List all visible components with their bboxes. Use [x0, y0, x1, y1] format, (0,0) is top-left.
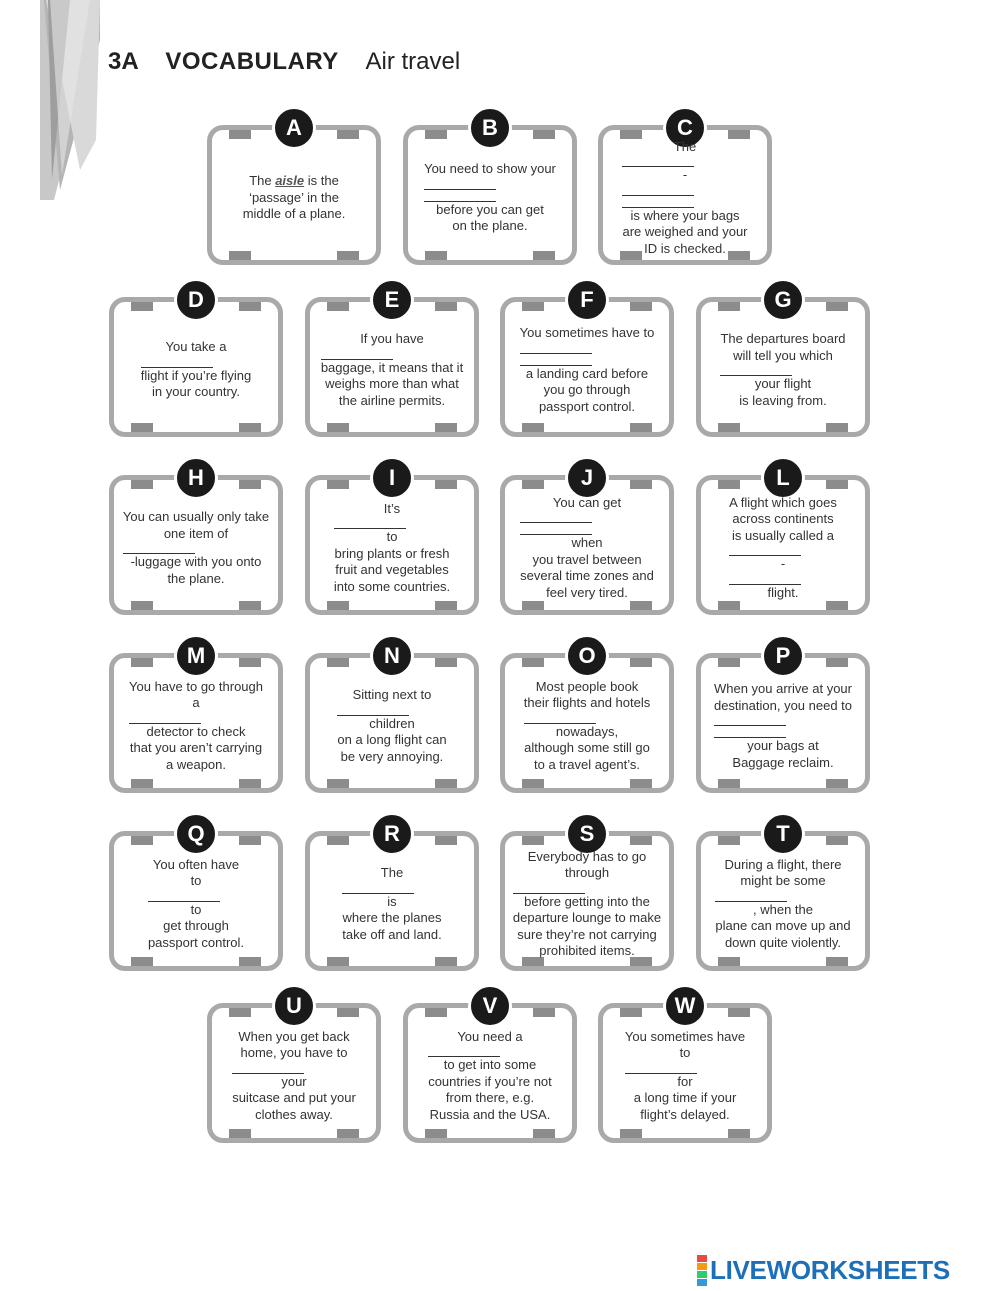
card-letter: B: [468, 106, 512, 150]
answer-blank[interactable]: [715, 890, 787, 902]
card-letter: P: [761, 634, 805, 678]
card-text: When you get back home, you have to your suitcase and put your clothes away.: [232, 1028, 356, 1122]
card-letter: I: [370, 456, 414, 500]
card-l: [696, 465, 870, 615]
answer-blank[interactable]: [729, 544, 801, 556]
card-b: [403, 115, 577, 265]
card-text: Sitting next to children on a long flight can be very annoying.: [337, 687, 447, 764]
card-text: You can get when you travel between several time zones and feel very tired.: [520, 494, 654, 600]
card-text: You need to show your before you can get on the plane.: [424, 161, 556, 234]
answer-blank[interactable]: [513, 882, 585, 894]
card-s: [500, 821, 674, 971]
answer-blank[interactable]: [337, 704, 409, 716]
corner-decoration: [40, 0, 100, 200]
answer-blank[interactable]: [321, 348, 393, 360]
card-text: You sometimes have to for a long time if your flight’s delayed.: [624, 1028, 746, 1122]
card-text: The aisle is the ‘passage’ in the middle of a plane.: [242, 173, 346, 222]
card-text: If you have baggage, it means that it weighs more than what the airline permits.: [320, 331, 464, 408]
card-text: You sometimes have to a landing card before you go through passport control.: [519, 325, 655, 414]
card-letter: O: [565, 634, 609, 678]
card-text: A flight which goes across continents is usually called a - flight.: [729, 494, 837, 600]
card-n: [305, 643, 479, 793]
card-u: [207, 993, 381, 1143]
card-text: Everybody has to go through before getting into the departure lounge to make sure they’re not carrying prohibited items.: [512, 848, 662, 958]
answer-blank[interactable]: [520, 511, 592, 523]
card-text: Most people book their flights and hotels nowadays, although some still go to a travel agent’s.: [523, 678, 651, 772]
answer-blank[interactable]: [720, 364, 792, 376]
card-text: The is where the planes take off and land.: [342, 865, 442, 942]
answer-blank[interactable]: [129, 712, 201, 724]
card-e: [305, 287, 479, 437]
answer-blank[interactable]: [520, 354, 592, 366]
card-letter: W: [663, 984, 707, 1028]
card-letter: T: [761, 812, 805, 856]
card-letter: J: [565, 456, 609, 500]
card-letter: M: [174, 634, 218, 678]
answer-blank[interactable]: [123, 542, 195, 554]
card-c: [598, 115, 772, 265]
card-letter: L: [761, 456, 805, 500]
card-text: The departures board will tell you which your flight is leaving from.: [720, 331, 846, 408]
section-title: VOCABULARY: [165, 48, 339, 75]
topic-title: Air travel: [365, 48, 461, 75]
example-word: aisle: [275, 173, 305, 189]
card-f: [500, 287, 674, 437]
answer-blank[interactable]: [342, 882, 414, 894]
logo-icon: [697, 1254, 707, 1286]
answer-blank[interactable]: [148, 890, 220, 902]
card-v: [403, 993, 577, 1143]
card-letter: G: [761, 278, 805, 322]
card-q: [109, 821, 283, 971]
card-text: When you arrive at your destination, you need to your bags at Baggage reclaim.: [713, 681, 853, 770]
card-j: [500, 465, 674, 615]
answer-blank[interactable]: [714, 726, 786, 738]
answer-blank[interactable]: [729, 573, 801, 585]
card-letter: A: [272, 106, 316, 150]
card-text: You often have to to get through passport control.: [147, 856, 245, 950]
card-text: It’s to bring plants or fresh fruit and vegetables into some countries.: [333, 500, 451, 594]
answer-blank[interactable]: [232, 1062, 304, 1074]
card-i: [305, 465, 479, 615]
card-text: You need a to get into some countries if you’re not from there, e.g. Russia and the USA.: [428, 1028, 552, 1122]
logo-text: LIVEWORKSHEETS: [710, 1254, 950, 1285]
answer-blank[interactable]: [524, 712, 596, 724]
card-letter: F: [565, 278, 609, 322]
answer-blank[interactable]: [424, 190, 496, 202]
card-text: During a flight, there might be some , when the plane can move up and down quite violently.: [715, 856, 851, 950]
card-m: [109, 643, 283, 793]
answer-blank[interactable]: [622, 184, 694, 196]
card-h: [109, 465, 283, 615]
card-text: You can usually only take one item of -luggage with you onto the plane.: [122, 509, 270, 586]
card-letter: D: [174, 278, 218, 322]
card-o: [500, 643, 674, 793]
answer-blank[interactable]: [424, 178, 496, 190]
card-text: The - is where your bags are weighed and your ID is checked.: [622, 138, 748, 256]
card-g: [696, 287, 870, 437]
card-w: [598, 993, 772, 1143]
card-letter: N: [370, 634, 414, 678]
card-letter: U: [272, 984, 316, 1028]
card-letter: S: [565, 812, 609, 856]
answer-blank[interactable]: [622, 196, 694, 208]
answer-blank[interactable]: [625, 1062, 697, 1074]
answer-blank[interactable]: [141, 356, 213, 368]
card-letter: C: [663, 106, 707, 150]
answer-blank[interactable]: [622, 155, 694, 167]
answer-blank[interactable]: [334, 517, 406, 529]
card-letter: H: [174, 456, 218, 500]
card-t: [696, 821, 870, 971]
page-header: [108, 48, 460, 76]
card-d: [109, 287, 283, 437]
card-letter: Q: [174, 812, 218, 856]
card-r: [305, 821, 479, 971]
liveworksheets-logo: [697, 1254, 950, 1286]
card-letter: V: [468, 984, 512, 1028]
card-a: [207, 115, 381, 265]
answer-blank[interactable]: [520, 342, 592, 354]
unit-label: 3A: [108, 48, 139, 75]
card-p: [696, 643, 870, 793]
card-text: You have to go through a detector to check that you aren’t carrying a weapon.: [129, 678, 263, 772]
card-letter: R: [370, 812, 414, 856]
answer-blank[interactable]: [428, 1045, 500, 1057]
answer-blank[interactable]: [714, 714, 786, 726]
card-letter: E: [370, 278, 414, 322]
card-text: You take a flight if you’re flying in your country.: [140, 339, 252, 400]
answer-blank[interactable]: [520, 523, 592, 535]
